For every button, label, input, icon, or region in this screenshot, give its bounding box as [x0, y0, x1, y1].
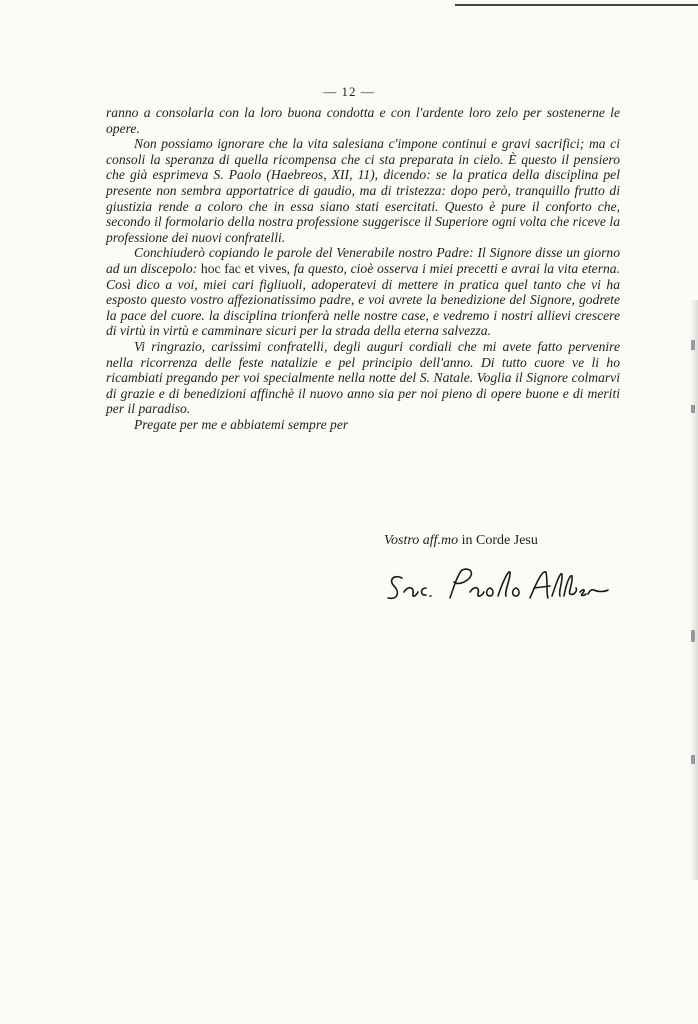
paragraph	[106, 136, 620, 245]
page-number: — 12 —	[323, 84, 375, 99]
paragraph-text: Non possiamo ignorare che la vita salesiana c'impone continui e gravi sacrifici; ma ci consoli la speranza di quella ricompensa che ci sta preparata in cielo. È questo il pensiero che già esprimeva S. Paolo (Haebreos, XII, 11), dicendo: se la pratica della disciplina pel presente non sembra apportatrice di gaudio, ma di tristezza: dopo però, tranquillo frutto di giustizia rende a coloro che in essa siano stati esercitati. Questo è pure il conforto che, secondo il formolario della nostra professione suggerisce il Superiore ogni volta che riceve la professione dei nuovi confratelli.	[106, 136, 620, 245]
paragraph-text: Conchiuderò copiando le parole del Venerabile nostro Padre: Il Signore disse un giorno ad un discepolo:	[106, 245, 620, 276]
paragraph-text: Vi ringrazio, carissimi confratelli, degli auguri cordiali che mi avete fatto pervenire nella ricorrenza delle feste natalizie e pel principio dell'anno. Di tutto cuore ve li ho ricambiati pregando per voi specialmente nella notte del S. Natale. Voglia il Signore colmarvi di grazie e di benedizioni affinchè il nuovo anno sia per noi pieno di opere buone e di meriti per il paradiso.	[106, 338, 620, 417]
top-edge-rule	[455, 4, 698, 6]
handwritten-signature	[380, 562, 610, 610]
paragraph-text: hoc fac et vives,	[200, 260, 291, 276]
letter-body	[106, 105, 620, 432]
page-right-edge	[690, 300, 698, 880]
paragraph-text: ranno a consolarla con la loro buona condotta e con l'ardente loro zelo per sostenerne le opere.	[106, 105, 620, 136]
paragraph	[106, 339, 620, 417]
paragraph-text: Pregate per me e abbiatemi sempre per	[134, 416, 349, 432]
paragraph	[106, 105, 620, 136]
paragraph	[106, 417, 620, 433]
paragraph	[106, 245, 620, 339]
closing-formula	[384, 533, 624, 549]
closing-roman: in Corde Jesu	[458, 533, 538, 548]
paragraph-text: fa questo, cioè osserva i miei precetti e avrai la vita eterna. Così dico a voi, miei cari figliuoli, adoperatevi di mettere in pratica quel tanto che vi ha esposto questo vostro affezionatissimo padre, e voi avrete la benedizione del Signore, godrete la pace del cuore. la disciplina trionferà nelle nostre case, e vedremo i nostri allievi crescere di virtù in virtù e camminare sicuri per la strada della eterna salvezza.	[106, 260, 620, 339]
closing-italic: Vostro aff.mo	[384, 533, 459, 548]
